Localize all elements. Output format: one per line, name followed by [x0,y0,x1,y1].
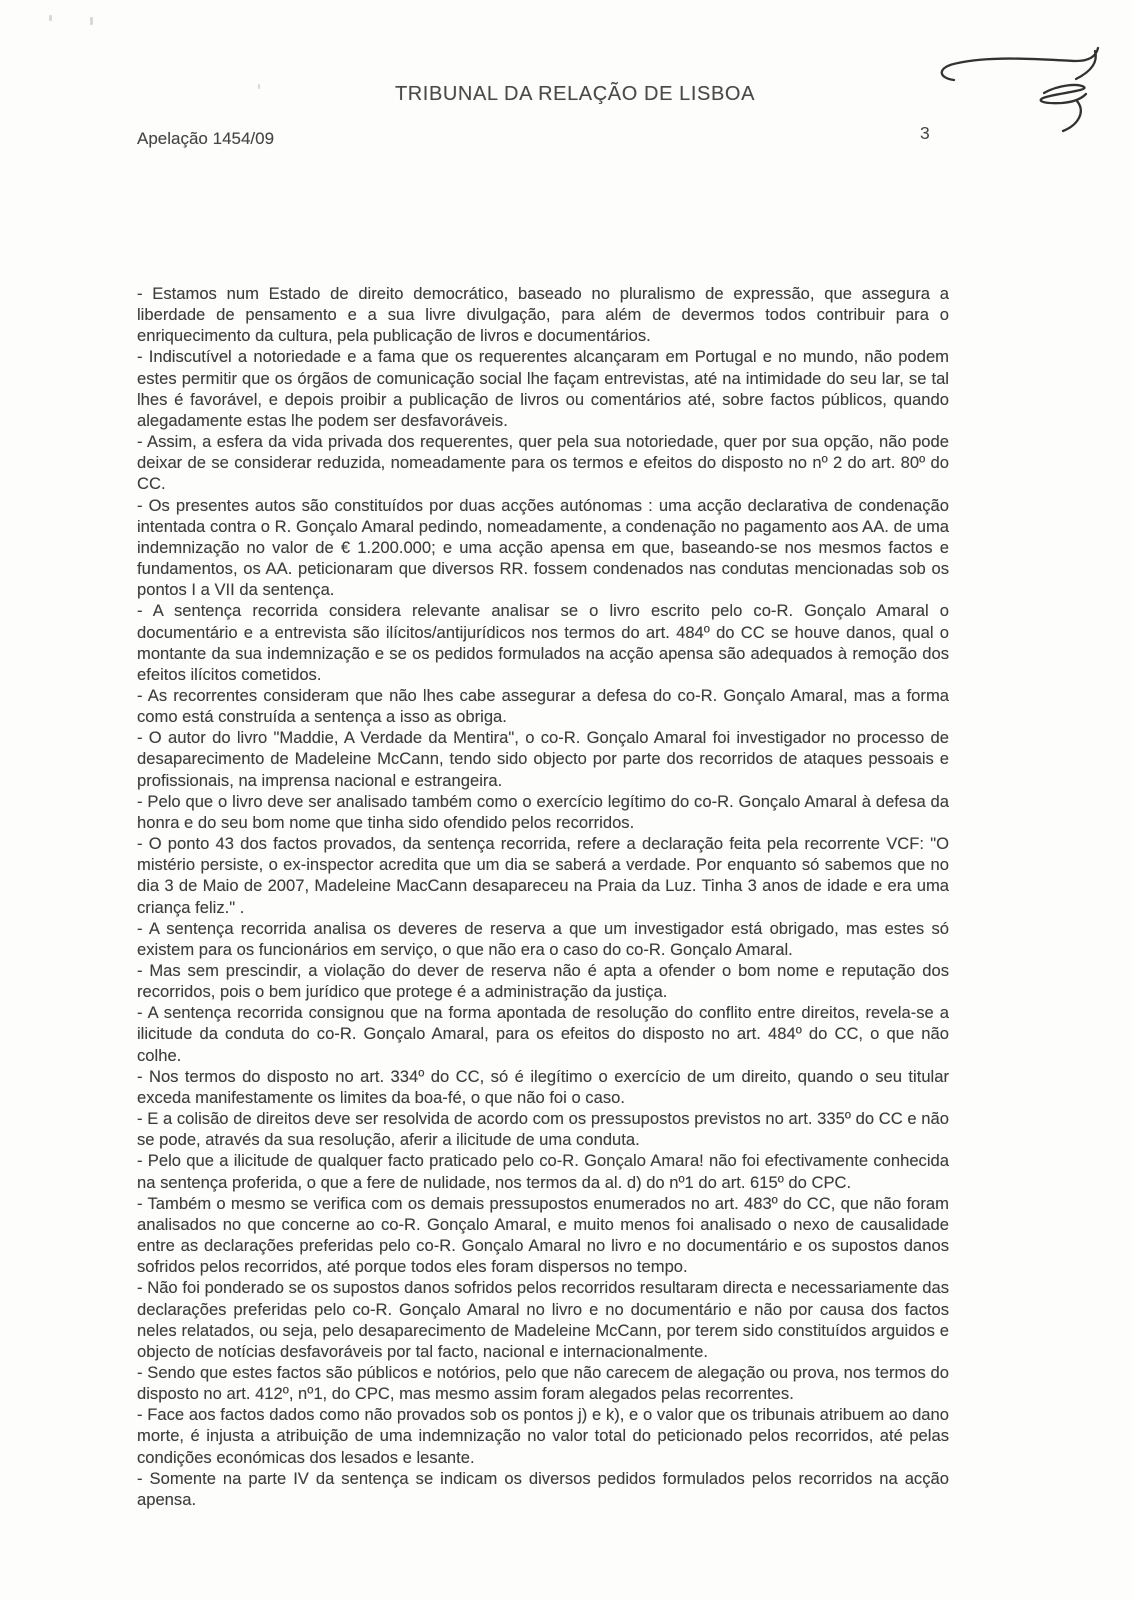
paragraph: - A sentença recorrida analisa os deveres de reserva a que um investigador está obrigado, mas estes só existem para os funcionários em serviço, o que não era o caso do co-R. Gonçalo Amaral. [137,918,949,959]
paragraph: - O autor do livro "Maddie, A Verdade da Mentira", o co-R. Gonçalo Amaral foi investigador no processo de desaparecimento de Madeleine McCann, tendo sido objecto por parte dos recorridos de ataques pessoais e profissionais, na imprensa nacional e estrangeira. [137,728,949,790]
paragraph: - Indiscutível a notoriedade e a fama que os requerentes alcançaram em Portugal e no mundo, não podem estes permitir que os órgãos de comunicação social lhe façam entrevistas, até na intimidade do seu lar, se tal lhes é favorável, e depois proibir a publicação de livros ou comentários até, sobre factos públicos, quando alegadamente estas lhe podem ser desfavoráveis. [137,347,949,430]
paragraph: - A sentença recorrida consignou que na forma apontada de resolução do conflito entre direitos, revela-se a ilicitude da conduta do co-R. Gonçalo Amaral, para os efeitos do disposto no art. 484º do CC, o que não colhe. [137,1003,949,1065]
page-number: 3 [920,123,930,143]
paragraph: - Sendo que estes factos são públicos e notórios, pelo que não carecem de alegação ou prova, nos termos do disposto no art. 412º, nº1, do CPC, mas mesmo assim foram alegados pelas recorrentes. [137,1362,949,1404]
paragraph: - Os presentes autos são constituídos por duas acções autónomas : uma acção declarativa de condenação intentada contra o R. Gonçalo Amaral pedindo, nomeadamente, a condenação no pagamento aos AA. de uma indemnização no valor de € 1.200.000; e uma acção apensa em que, baseando-se nos mesmos factos e fundamentos, os AA. peticionaram que diversos RR. fossem condenados nas condutas mencionadas sob os pontos I a VII da sentença. [137,495,949,600]
paragraph: - A sentença recorrida considera relevante analisar se o livro escrito pelo co-R. Gonçalo Amaral o documentário e a entrevista são ilícitos/antijurídicos nos termos do art. 484º do CC se houve danos, qual o montante da sua indemnização e se os pedidos formulados na acção apensa são adequados à remoção dos efeitos ilícitos cometidos. [137,601,949,684]
paragraph: - Pelo que a ilicitude de qualquer facto praticado pelo co-R. Gonçalo Amara! não foi efectivamente conhecida na sentença proferida, o que a fere de nulidade, nos termos da al. d) do nº1 do art. 615º do CPC. [137,1151,949,1192]
paragraph: - Pelo que o livro deve ser analisado também como o exercício legítimo do co-R. Gonçalo Amaral à defesa da honra e do seu bom nome que tinha sido ofendido pelos recorridos. [137,791,949,832]
paragraph: - Mas sem prescindir, a violação do dever de reserva não é apta a ofender o bom nome e reputação dos recorridos, pois o bem jurídico que protege é a administração da justiça. [137,961,949,1002]
paragraph: - E a colisão de direitos deve ser resolvida de acordo com os pressupostos previstos no art. 335º do CC e não se pode, através da sua resolução, aferir a ilicitude de uma conduta. [137,1109,949,1150]
scan-speck [49,15,52,21]
document-body [137,283,949,1510]
paragraph: - Face aos factos dados como não provados sob os pontos j) e k), e o valor que os tribunais atribuem ao dano morte, é injusta a atribuição de uma indemnização no valor total do peticionado pelos recorridos, até pelas condições económicas dos lesados e lesante. [137,1405,949,1467]
paragraph: - Assim, a esfera da vida privada dos requerentes, quer pela sua notoriedade, quer por sua opção, não pode deixar de se considerar reduzida, nomeadamente para os termos e efeitos do disposto no nº 2 do art. 80º do CC. [137,432,949,494]
scan-speck [90,17,93,25]
case-reference: Apelação 1454/09 [137,129,275,148]
paragraph: - Não foi ponderado se os supostos danos sofridos pelos recorridos resultaram directa e necessariamente das declarações preferidas pelo co-R. Gonçalo Amaral no livro e no documentário e não por causa dos factos neles relatados, ou seja, pelo desaparecimento de Madeleine McCann, por terem sido constituídos arguidos e objecto de notícias desfavoráveis por tal facto, nacional e internacionalmente. [137,1278,949,1361]
paragraph: - Nos termos do disposto no art. 334º do CC, só é ilegítimo o exercício de um direito, quando o seu titular exceda manifestamente os limites da boa-fé, o que não foi o caso. [137,1066,949,1107]
court-title: TRIBUNAL DA RELAÇÃO DE LISBOA [394,83,756,105]
paragraph: - As recorrentes consideram que não lhes cabe assegurar a defesa do co-R. Gonçalo Amaral, mas a forma como está construída a sentença a isso as obriga. [137,685,949,727]
paragraph: - Estamos num Estado de direito democrático, baseado no pluralismo de expressão, que assegura a liberdade de pensamento e a sua livre divulgação, para além de devermos todos contribuir para o enriquecimento da cultura, pela publicação de livros e documentários. [137,284,949,346]
paragraph: - Somente na parte IV da sentença se indicam os diversos pedidos formulados pelos recorridos na acção apensa. [137,1468,949,1509]
paragraph: - O ponto 43 dos factos provados, da sentença recorrida, refere a declaração feita pela recorrente VCF: "O mistério persiste, o ex-inspector acredita que um dia se saberá a verdade. Por enquanto só sabemos que no dia 3 de Maio de 2007, Madeleine MacCann desapareceu na Praia da Luz. Tinha 3 anos de idade e era uma criança feliz." . [137,834,949,917]
paragraph: - Também o mesmo se verifica com os demais pressupostos enumerados no art. 483º do CC, que não foram analisados no que concerne ao co-R. Gonçalo Amaral, e muito menos foi analisado o nexo de causalidade entre as declarações preferidas pelo co-R. Gonçalo Amaral no livro e no documentário e os supostos danos sofridos pelos recorridos, até porque todos eles foram dispersos no tempo. [137,1193,949,1277]
